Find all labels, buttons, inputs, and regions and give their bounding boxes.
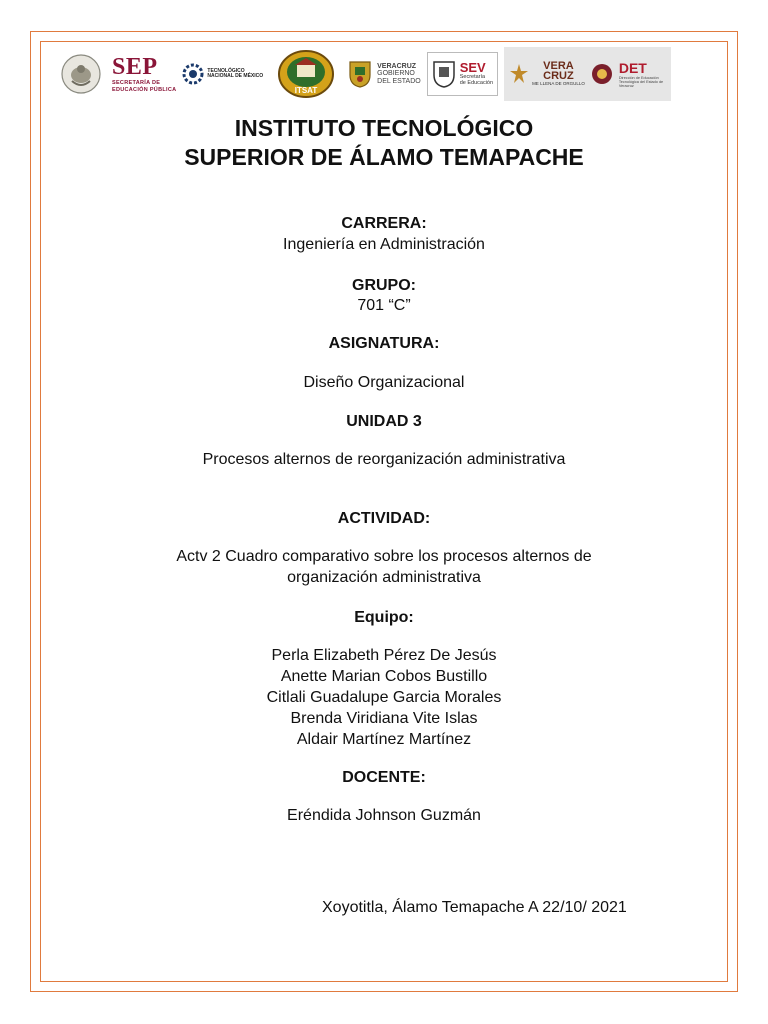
equipo-member: Aldair Martínez Martínez [296, 731, 472, 748]
tecnm-logo-text-2: NACIONAL DE MÉXICO [207, 73, 264, 79]
sev-shield-icon [432, 59, 456, 89]
vera-text: VERA [543, 59, 574, 72]
title-line-1: INSTITUTO TECNOLÓGICO [234, 115, 534, 141]
veracruz-gov-text-3: DEL ESTADO [377, 77, 421, 85]
veracruz-government-logo [347, 47, 421, 101]
grupo-value: 701 “C” [357, 297, 411, 314]
star-mark-icon [510, 63, 528, 85]
docente-label: DOCENTE: [342, 769, 426, 786]
logo-strip [60, 47, 708, 101]
sev-logo-subtitle-1: Secretaría [459, 74, 486, 81]
tecnm-gear-icon [182, 61, 204, 87]
tecnm-logo-text-1: TECNOLÓGICO [207, 67, 245, 74]
title-line-2: SUPERIOR DE ÁLAMO TEMAPACHE [184, 144, 584, 170]
carrera-label: CARRERA: [341, 215, 427, 232]
veracruz-det-logo-block [504, 47, 671, 101]
sep-logo-subtitle-1: SECRETARÍA DE [112, 79, 161, 86]
equipo-member: Anette Marian Cobos Bustillo [280, 668, 488, 685]
sev-logo [427, 47, 498, 101]
det-logo-subtitle: Dirección de Educación Tecnológica del Estado de Veracruz [618, 75, 664, 89]
veracruz-gov-text-2: GOBIERNO [377, 70, 415, 78]
vera-subtitle: ME LLENA DE ORGULLO [532, 81, 585, 87]
sev-logo-text: SEV [459, 60, 486, 76]
equipo-member: Brenda Viridiana Vite Islas [290, 710, 478, 727]
document-title [40, 114, 728, 172]
unidad-label: UNIDAD 3 [346, 413, 422, 430]
unidad-value: Procesos alternos de reorganización administrativa [202, 451, 566, 468]
actividad-label: ACTIVIDAD: [337, 510, 431, 527]
sep-logo [108, 47, 176, 101]
tecnm-logo [182, 47, 263, 101]
place-and-date: Xoyotitla, Álamo Temapache A 22/10/ 2021 [322, 899, 627, 916]
equipo-member: Perla Elizabeth Pérez De Jesús [271, 647, 497, 664]
carrera-value: Ingeniería en Administración [283, 236, 485, 253]
itsat-logo [277, 47, 335, 101]
asignatura-value: Diseño Organizacional [303, 374, 465, 391]
grupo-label: GRUPO: [352, 277, 416, 294]
veracruz-shield-icon [347, 59, 373, 89]
sev-logo-subtitle-2: de Educación [459, 79, 494, 86]
mexico-coat-of-arms-logo [60, 47, 102, 101]
det-logo-text: DET [618, 59, 647, 76]
itsat-logo-text: ITSAT [294, 86, 318, 95]
sep-logo-subtitle-2: EDUCACIÓN PÚBLICA [112, 87, 177, 93]
sep-logo-text: SEP [112, 53, 158, 80]
equipo-member: Citlali Guadalupe Garcia Morales [266, 689, 502, 706]
actividad-line-1: Actv 2 Cuadro comparativo sobre los procesos alternos de [176, 548, 592, 565]
cruz-text: CRUZ [543, 69, 574, 82]
docente-value: Eréndida Johnson Guzmán [287, 807, 481, 824]
veracruz-gov-text-1: VERACRUZ [377, 62, 417, 70]
det-emblem-icon [589, 62, 615, 86]
actividad-line-2: organización administrativa [287, 569, 481, 586]
equipo-label: Equipo: [354, 609, 414, 626]
asignatura-label: ASIGNATURA: [328, 335, 440, 352]
